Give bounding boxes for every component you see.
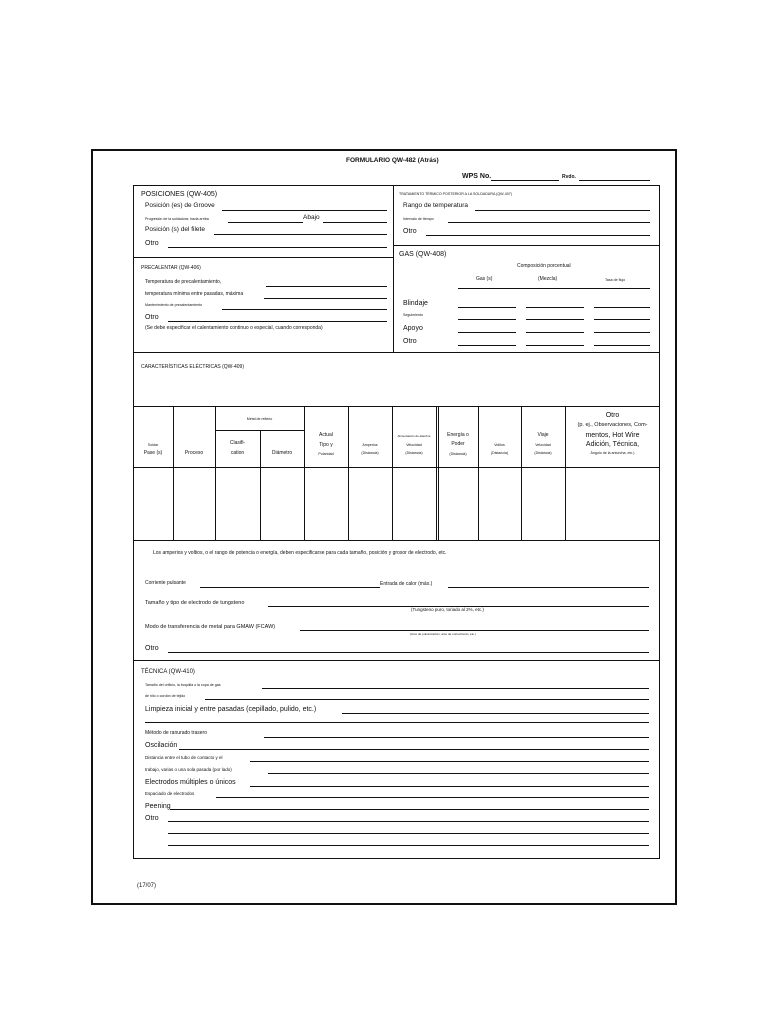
mix-header: (Mezcla) xyxy=(538,276,558,282)
col-divider xyxy=(392,406,393,540)
preheat-temp-label: Temperatura de precalentamiento, xyxy=(145,279,222,285)
backing-mix-field[interactable] xyxy=(526,332,584,333)
divider xyxy=(458,288,650,289)
positions-otro-field[interactable] xyxy=(168,247,387,248)
current-header-3: Polaridad xyxy=(318,452,334,456)
time-interval-label: Intervalo de tiempo xyxy=(403,217,434,221)
temp-range-field[interactable] xyxy=(475,210,650,211)
tungsten-label: Tamaño y tipo de electrodo de tungsteno xyxy=(145,600,245,606)
other-header-5: Ángulo de la antorcha, etc.) xyxy=(590,451,635,455)
backing-gas-field[interactable] xyxy=(458,332,516,333)
abajo-label: Abajo xyxy=(303,214,320,221)
tungsten-hint: (Tungsteno puro, toriado al 2%, etc.) xyxy=(411,607,484,612)
pulsing-label: Corriente pulsante xyxy=(145,580,186,586)
maintenance-label: Mantenimiento de precalentamiento xyxy=(145,303,203,307)
current-header-2: Tipo y xyxy=(319,442,333,448)
backing-flow-field[interactable] xyxy=(594,332,650,333)
form-code: (17/07) xyxy=(137,883,157,889)
wire-feed-header-2: Velocidad xyxy=(406,443,422,447)
interpass-label: temperatura mínima entre pasadas, máxima xyxy=(145,291,244,297)
technique-otro-field-2[interactable] xyxy=(168,833,649,834)
cleaning-field[interactable] xyxy=(342,713,649,714)
energy-header-3: (Distancia) xyxy=(449,452,467,456)
time-interval-field[interactable] xyxy=(448,222,650,223)
other-header-2: (p. ej., Observaciones, Com- xyxy=(577,422,648,428)
volts-header: Voltios xyxy=(494,443,505,447)
col-divider xyxy=(478,406,479,540)
shield-flow-field[interactable] xyxy=(594,307,650,308)
preheat-title: PRECALENTAR (QW-406) xyxy=(141,265,201,271)
gas-otro-field[interactable] xyxy=(458,345,516,346)
divider xyxy=(133,406,660,407)
oscillation-label: Oscilación xyxy=(145,742,178,749)
divider xyxy=(133,467,660,468)
travel-header: Viaje xyxy=(537,432,549,438)
volts-header-2: (Distancia) xyxy=(490,451,509,455)
divider xyxy=(133,660,660,661)
preheat-temp-field[interactable] xyxy=(266,286,387,287)
string-field[interactable] xyxy=(205,699,649,700)
wps-field[interactable] xyxy=(491,180,559,181)
temp-range-label: Rango de temperatura xyxy=(403,202,469,209)
wire-feed-header-3: (Distancia) xyxy=(405,451,423,455)
backing-label: Apoyo xyxy=(403,325,423,332)
back-gouging-label: Método de ranurado trasero xyxy=(145,730,207,736)
fillet-label: Posición (s) del filete xyxy=(145,226,205,233)
electrical-otro-field[interactable] xyxy=(168,652,649,653)
classification-header-2: cation xyxy=(230,450,245,456)
electrodes-field[interactable] xyxy=(250,786,649,787)
divider xyxy=(133,257,393,258)
col-divider xyxy=(215,406,216,540)
peening-field[interactable] xyxy=(170,809,649,810)
gases-header: Gas (s) xyxy=(476,276,493,282)
spacing-label: Espaciado de electrodos xyxy=(145,791,195,796)
interpass-field[interactable] xyxy=(264,298,387,299)
transfer-field[interactable] xyxy=(300,630,649,631)
trailing-flow-field[interactable] xyxy=(594,319,650,320)
other-header: Otro xyxy=(605,412,620,419)
positions-title: POSICIONES (QW-405) xyxy=(141,191,218,198)
positions-otro-label: Otro xyxy=(145,240,159,247)
weld-pass-header: Soldar xyxy=(147,443,159,447)
cleaning-field-2[interactable] xyxy=(145,722,649,723)
preheat-otro-field[interactable] xyxy=(168,321,387,322)
divider xyxy=(215,430,304,431)
col-divider xyxy=(260,430,261,540)
technique-title: TÉCNICA (QW-410) xyxy=(141,669,195,675)
trailing-label: Seguimiento xyxy=(403,313,423,317)
ctwd-field[interactable] xyxy=(250,761,649,762)
divider xyxy=(393,185,394,352)
energy-header-2: Poder xyxy=(451,441,465,447)
groove-field[interactable] xyxy=(222,210,387,211)
composition-label: Composición porcentual xyxy=(517,263,571,269)
string-label: de hilo o cordón de tejido xyxy=(145,694,186,698)
energy-header: Energía o xyxy=(447,432,469,438)
technique-otro-field-3[interactable] xyxy=(168,845,649,846)
pulsing-field[interactable] xyxy=(200,587,380,588)
gas-otro-label: Otro xyxy=(403,338,417,345)
col-divider xyxy=(438,406,439,540)
col-divider xyxy=(304,406,305,540)
pwht-otro-label: Otro xyxy=(403,228,417,235)
pwht-title: TRATAMIENTO TÉRMICO POSTERIOR A LA SOLDADURA (QW-407) xyxy=(399,192,512,196)
preheat-otro-label: Otro xyxy=(145,314,159,321)
divider xyxy=(393,245,660,246)
technique-otro-label: Otro xyxy=(145,815,159,822)
orifice-label: Tamaño del orificio, la boquilla o la copa de gas xyxy=(145,683,221,687)
travel-header-2: Velocidad xyxy=(535,443,551,447)
trailing-gas-field[interactable] xyxy=(458,319,516,320)
current-header: Actual xyxy=(319,432,333,438)
progression-label: Progresión de la soldadura: hacia arriba xyxy=(145,217,209,221)
col-divider xyxy=(521,406,522,540)
wps-label: WPS No. xyxy=(462,173,492,180)
gas-otro-mix-field[interactable] xyxy=(526,345,584,346)
transfer-label: Modo de transferencia de metal para GMAW (FCAW) xyxy=(145,624,276,630)
filler-metal-header: Metal de relleno xyxy=(246,417,273,421)
pwht-otro-field[interactable] xyxy=(426,235,650,236)
divider xyxy=(133,540,660,541)
travel-header-3: (Distancia) xyxy=(534,451,552,455)
col-divider xyxy=(348,406,349,540)
diameter-header: Diámetro xyxy=(271,450,293,456)
shield-mix-field[interactable] xyxy=(526,307,584,308)
form-title: FORMULARIO QW-482 (Atrás) xyxy=(346,157,439,164)
rev-label: Rvdo. xyxy=(562,174,576,180)
peening-label: Peening xyxy=(145,803,171,810)
amps-header-2: (Distancia) xyxy=(361,451,379,455)
col-divider xyxy=(436,406,437,540)
electrical-note: Los amperios y voltios, o el rango de potencia o energía, deben especificarse para cada tamaño, posición y grosor de electrodo, etc. xyxy=(153,550,447,556)
abajo-field[interactable] xyxy=(323,222,387,223)
flow-header: Tasa de flujo xyxy=(605,278,626,282)
cleaning-label: Limpieza inicial y entre pasadas (cepillado, pulido, etc.) xyxy=(145,706,317,713)
gas-title: GAS (QW-408) xyxy=(399,251,447,258)
trailing-mix-field[interactable] xyxy=(526,319,584,320)
oscillation-field[interactable] xyxy=(179,749,649,750)
electrical-title: CARACTERÍSTICAS ELÉCTRICAS (QW-409) xyxy=(141,364,244,370)
electrical-otro-label: Otro xyxy=(145,645,159,652)
orifice-field[interactable] xyxy=(262,688,649,689)
process-header: Proceso xyxy=(184,450,204,456)
transfer-hint: (Arco de pulverización, arco de cortocircuito, etc.) xyxy=(410,632,476,636)
maintenance-field[interactable] xyxy=(222,309,387,310)
spacing-field[interactable] xyxy=(216,797,649,798)
electrodes-label: Electrodos múltiples o únicos xyxy=(145,779,236,786)
other-header-4: Adición, Técnica, xyxy=(585,441,640,448)
gas-otro-flow-field[interactable] xyxy=(594,345,650,346)
technique-otro-field[interactable] xyxy=(168,821,649,822)
preheat-note: (Se debe especificar el calentamiento continuo o especial, cuando corresponda) xyxy=(145,325,323,331)
wire-feed-header: Alimentación de alambre xyxy=(397,434,431,438)
other-header-3: mentos, Hot Wire xyxy=(585,432,640,439)
ctwd-field-2[interactable] xyxy=(268,773,649,774)
heat-input-field[interactable] xyxy=(448,587,649,588)
heat-input-label: Entrada de calor (máx.) xyxy=(380,581,433,587)
back-gouging-field[interactable] xyxy=(264,737,649,738)
classification-header: Clasifi- xyxy=(229,440,246,446)
weld-pass-header-2: Pase (s) xyxy=(143,450,163,456)
groove-label: Posición (es) de Groove xyxy=(145,202,215,209)
ctwd-label: Distancia entre el tubo de contacto y el xyxy=(145,755,223,760)
col-divider xyxy=(173,406,174,540)
shield-gas-field[interactable] xyxy=(458,307,516,308)
amps-header: Amperios xyxy=(362,443,378,447)
shield-label: Blindaje xyxy=(403,300,428,307)
divider xyxy=(133,352,660,353)
rev-field[interactable] xyxy=(579,180,650,181)
ctwd-label-2: trabajo, varias o una sola pasada (por lado) xyxy=(145,767,232,772)
fillet-field[interactable] xyxy=(214,234,387,235)
progression-field[interactable] xyxy=(228,222,303,223)
